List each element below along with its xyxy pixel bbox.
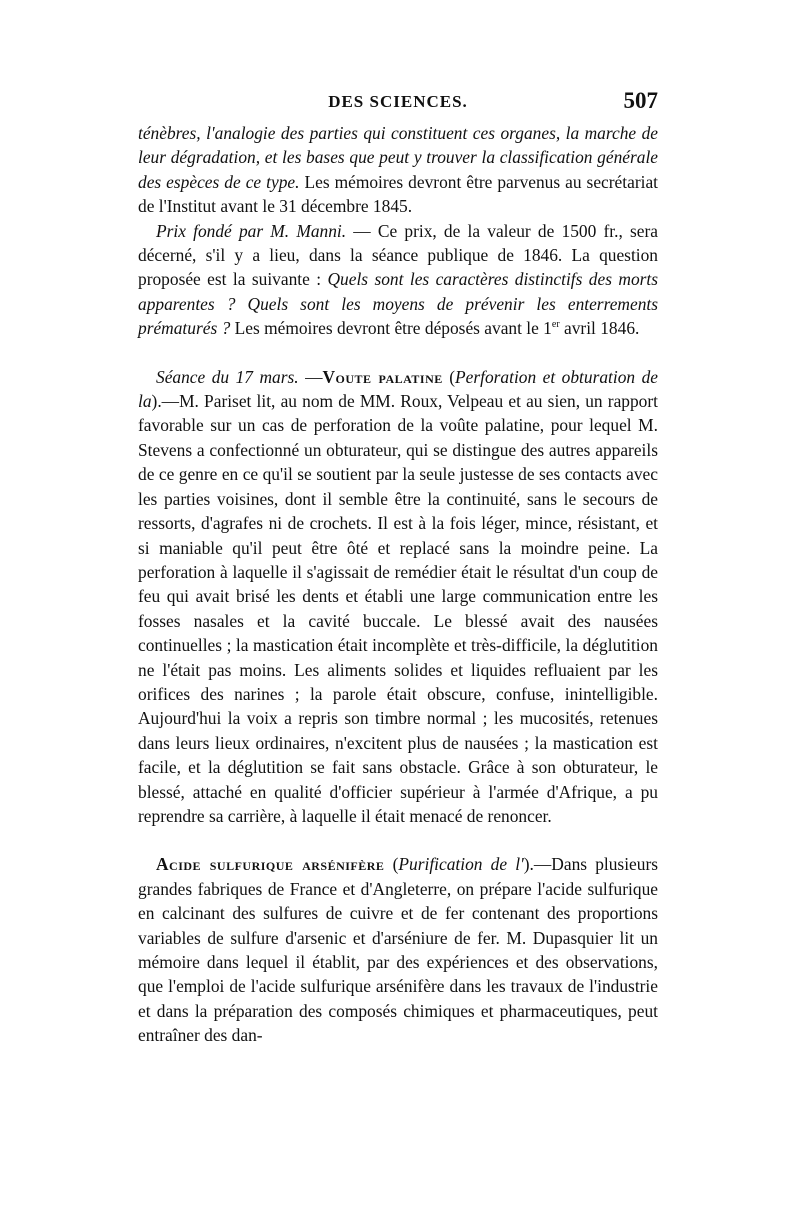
subtitle-open: ( [442,366,456,387]
paragraph-manni-prize [138,219,658,341]
running-title: DES SCIENCES. [328,92,468,111]
subtitle-open: ( [384,854,399,875]
voute-palatine-text: —M. Pariset lit, au nom de MM. Roux, Velpeau et au sien, un rapport favorable sur un cas de perforation de la voûte palatine, pour lequel M. Stevens a confectionné un obturateur, qui se distingue des autres appareils de ce genre en ce qu'il se soutient par la seule justesse de ses contacts avec les parties voisines, dont il semble être la continuité, sans le secours de ressorts, d'agrafes ni de crochets. Il est à la fois léger, mince, résistant, et si maniable qu'il peut être ôté et replacé sans la moindre peine. La perforation à laquelle il s'agissait de remédier était le résultat d'un coup de feu qui avait brisé les dents et établi une large communication entre les fosses nasales et la cavité buccale. Le blessé avait des nausées continuelles ; la mastication était incomplète et très-difficile, la déglutition ne l'était pas moins. Les aliments solides et liquides refluaient par les orifices des narines ; la parole était obscure, confuse, inintelligible. Aujourd'hui la voix a repris son timbre normal ; les mucosités, retenues dans leurs lieux ordinaires, n'excitent plus de nausées ; la mastication est facile, et la déglutition se fait sans obstacle. Grâce à son obturateur, le blessé, attaché en qualité d'officier supérieur à l'armée d'Afrique, a pu reprendre sa carrière, à laquelle il était menacé de renoncer. [138,391,658,826]
prize-deadline-end: avril 1846. [559,318,640,339]
prize-title: Prix fondé par M. Manni. [156,220,347,241]
section-subtitle: Perforation et obturation de la [138,366,658,412]
acide-sulfurique-text: —Dans plusieurs grandes fabriques de France et d'Angleterre, on prépare l'acide sulfurique en calcinant des sulfures de cuivre et de fer contenant des proportions variables de sulfure d'arsenic et d'arséniure de fer. M. Dupasquier lit un mémoire dans lequel il établit, par des expériences et des observations, que l'emploi de l'acide sulfurique arsénifère dans les travaux de l'industrie et dans la préparation des composés chimiques et pharmaceutiques, peut entraîner des dan- [138,854,659,1046]
subtitle-close: ). [151,391,162,412]
section-heading-voute-palatine: Voute palatine [322,366,443,387]
section-subtitle: Purification de l' [398,854,524,875]
session-date: Séance du 17 mars. [156,366,299,387]
paragraph-contest-continued [138,121,658,219]
running-header [138,88,658,118]
ordinal-superscript: er [551,319,560,331]
prize-deadline: Les mémoires devront être déposés avant le 1 [230,318,552,339]
section-heading-acide-sulfurique: Acide sulfurique arsénifère [156,854,385,875]
prize-question: Quels sont les caractères distinctifs des morts apparentes ? Quels sont les moyens de prévenir les enterrements prématurés ? [138,269,659,339]
contest-deadline: Les mémoires devront être parvenus au secrétariat de l'Institut avant le 31 décembre 1845. [138,171,658,217]
page-body [138,121,658,1048]
em-dash: — [298,366,323,387]
page-number: 507 [623,88,658,113]
subtitle-close: ). [523,854,534,875]
contest-subject: ténèbres, l'analogie des parties qui constituent ces organes, la marche de leur dégradation, et les bases que peut y trouver la classification générale des espèces de ce type. [138,123,658,192]
paragraph-voute-palatine [138,365,658,829]
paragraph-acide-sulfurique [138,852,658,1047]
prize-text: — Ce prix, de la valeur de 1500 fr., sera décerné, s'il y a lieu, dans la séance publique de 1846. La question proposée est la suivante : [138,220,658,290]
